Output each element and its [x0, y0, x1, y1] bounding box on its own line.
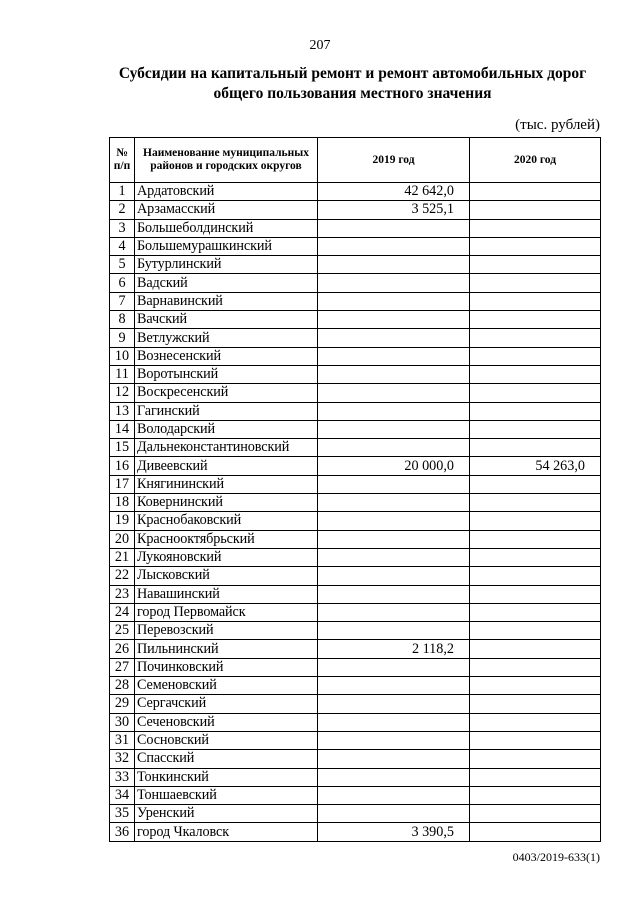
table-row	[110, 658, 601, 676]
row-value-2020	[470, 640, 601, 658]
table-row	[110, 603, 601, 621]
row-number: 2	[110, 201, 135, 219]
row-name: Вадский	[135, 274, 318, 292]
row-name: Сосновский	[135, 731, 318, 749]
row-value-2020	[470, 750, 601, 768]
row-value-2019	[318, 219, 470, 237]
row-value-2019	[318, 695, 470, 713]
row-value-2019	[318, 274, 470, 292]
row-name: Варнавинский	[135, 292, 318, 310]
row-value-2019	[318, 311, 470, 329]
row-name: Ардатовский	[135, 183, 318, 201]
title-line-1: Субсидии на капитальный ремонт и ремонт автомобильных дорог	[118, 65, 587, 82]
table-row	[110, 512, 601, 530]
row-number: 20	[110, 530, 135, 548]
row-value-2019	[318, 603, 470, 621]
document-code: 0403/2019-633(1)	[512, 850, 600, 864]
table-row	[110, 292, 601, 310]
row-name: Лысковский	[135, 567, 318, 585]
row-number: 11	[110, 365, 135, 383]
header-number: № п/п	[110, 138, 135, 183]
table-row	[110, 585, 601, 603]
row-number: 8	[110, 311, 135, 329]
row-name: Дальнеконстантиновский	[135, 439, 318, 457]
row-number: 34	[110, 786, 135, 804]
row-name: Княгининский	[135, 475, 318, 493]
row-value-2020	[470, 695, 601, 713]
row-value-2019: 3 525,1	[318, 201, 470, 219]
table-header-row	[110, 138, 601, 183]
row-name: Вознесенский	[135, 347, 318, 365]
row-name: Воротынский	[135, 365, 318, 383]
header-name: Наименование муниципальных районов и городских округов	[135, 138, 318, 183]
row-number: 13	[110, 402, 135, 420]
table-row	[110, 237, 601, 255]
subsidies-table	[109, 137, 601, 842]
row-name: Краснооктябрьский	[135, 530, 318, 548]
row-value-2020	[470, 622, 601, 640]
row-value-2020	[470, 658, 601, 676]
row-value-2019	[318, 805, 470, 823]
table-row	[110, 274, 601, 292]
row-number: 27	[110, 658, 135, 676]
row-value-2020	[470, 768, 601, 786]
row-number: 4	[110, 237, 135, 255]
row-value-2020	[470, 603, 601, 621]
table-row	[110, 384, 601, 402]
header-2019: 2019 год	[318, 138, 470, 183]
row-value-2019	[318, 530, 470, 548]
row-number: 23	[110, 585, 135, 603]
row-value-2020	[470, 201, 601, 219]
row-value-2020: 54 263,0	[470, 457, 601, 475]
table-row	[110, 677, 601, 695]
row-name: Перевозский	[135, 622, 318, 640]
table-row	[110, 640, 601, 658]
row-number: 32	[110, 750, 135, 768]
row-value-2020	[470, 713, 601, 731]
row-value-2019	[318, 365, 470, 383]
row-value-2019	[318, 567, 470, 585]
table-row	[110, 530, 601, 548]
row-number: 35	[110, 805, 135, 823]
row-number: 25	[110, 622, 135, 640]
table-row	[110, 494, 601, 512]
row-value-2019	[318, 384, 470, 402]
row-value-2019	[318, 439, 470, 457]
row-value-2020	[470, 475, 601, 493]
row-value-2020	[470, 311, 601, 329]
table-row	[110, 750, 601, 768]
row-number: 30	[110, 713, 135, 731]
row-value-2020	[470, 567, 601, 585]
row-name: Володарский	[135, 420, 318, 438]
row-value-2020	[470, 274, 601, 292]
row-value-2020	[470, 329, 601, 347]
row-value-2020	[470, 183, 601, 201]
row-value-2020	[470, 292, 601, 310]
row-value-2020	[470, 256, 601, 274]
row-value-2020	[470, 731, 601, 749]
row-value-2019: 20 000,0	[318, 457, 470, 475]
table-row	[110, 622, 601, 640]
table-row	[110, 347, 601, 365]
row-value-2020	[470, 494, 601, 512]
row-value-2019	[318, 292, 470, 310]
row-name: город Чкаловск	[135, 823, 318, 841]
table-row	[110, 311, 601, 329]
row-value-2020	[470, 548, 601, 566]
row-value-2020	[470, 347, 601, 365]
row-value-2020	[470, 365, 601, 383]
row-number: 9	[110, 329, 135, 347]
row-name: Уренский	[135, 805, 318, 823]
table-row	[110, 786, 601, 804]
row-name: Вачский	[135, 311, 318, 329]
row-number: 5	[110, 256, 135, 274]
table-row	[110, 439, 601, 457]
table-row	[110, 548, 601, 566]
table-row	[110, 713, 601, 731]
table-row	[110, 329, 601, 347]
row-number: 17	[110, 475, 135, 493]
document-title	[60, 64, 640, 104]
row-value-2020	[470, 677, 601, 695]
row-number: 26	[110, 640, 135, 658]
row-number: 14	[110, 420, 135, 438]
row-number: 10	[110, 347, 135, 365]
units-label: (тыс. рублей)	[515, 117, 600, 133]
row-value-2019	[318, 512, 470, 530]
table-row	[110, 695, 601, 713]
row-number: 24	[110, 603, 135, 621]
row-name: город Первомайск	[135, 603, 318, 621]
row-name: Семеновский	[135, 677, 318, 695]
row-value-2019	[318, 786, 470, 804]
row-value-2019: 42 642,0	[318, 183, 470, 201]
row-number: 21	[110, 548, 135, 566]
row-name: Гагинский	[135, 402, 318, 420]
row-value-2019	[318, 622, 470, 640]
table-row	[110, 731, 601, 749]
row-number: 22	[110, 567, 135, 585]
table-row	[110, 365, 601, 383]
row-number: 19	[110, 512, 135, 530]
row-value-2019	[318, 768, 470, 786]
title-line-2: общего пользования местного значения	[213, 85, 492, 102]
row-value-2019	[318, 658, 470, 676]
table-body	[110, 183, 601, 842]
row-value-2019	[318, 347, 470, 365]
row-name: Бутурлинский	[135, 256, 318, 274]
row-name: Краснобаковский	[135, 512, 318, 530]
row-value-2019	[318, 548, 470, 566]
table-row	[110, 219, 601, 237]
row-name: Арзамасский	[135, 201, 318, 219]
table-row	[110, 805, 601, 823]
row-value-2020	[470, 805, 601, 823]
table-row	[110, 567, 601, 585]
row-name: Навашинский	[135, 585, 318, 603]
table-row	[110, 457, 601, 475]
row-value-2019: 2 118,2	[318, 640, 470, 658]
row-value-2020	[470, 384, 601, 402]
table-row	[110, 183, 601, 201]
table-row	[110, 201, 601, 219]
page-number: 207	[309, 38, 331, 53]
row-value-2019	[318, 750, 470, 768]
row-value-2019	[318, 237, 470, 255]
row-value-2020	[470, 237, 601, 255]
row-number: 31	[110, 731, 135, 749]
row-number: 33	[110, 768, 135, 786]
row-value-2019	[318, 713, 470, 731]
row-name: Ковернинский	[135, 494, 318, 512]
row-value-2019	[318, 585, 470, 603]
row-value-2020	[470, 530, 601, 548]
row-name: Тонкинский	[135, 768, 318, 786]
row-name: Починковский	[135, 658, 318, 676]
row-name: Большемурашкинский	[135, 237, 318, 255]
row-value-2019	[318, 475, 470, 493]
row-number: 12	[110, 384, 135, 402]
row-name: Воскресенский	[135, 384, 318, 402]
row-value-2020	[470, 512, 601, 530]
row-name: Спасский	[135, 750, 318, 768]
row-name: Пильнинский	[135, 640, 318, 658]
row-value-2019	[318, 677, 470, 695]
row-value-2020	[470, 402, 601, 420]
row-number: 28	[110, 677, 135, 695]
table-row	[110, 420, 601, 438]
row-value-2019	[318, 329, 470, 347]
header-2020: 2020 год	[470, 138, 601, 183]
table-row	[110, 256, 601, 274]
row-value-2019	[318, 420, 470, 438]
row-name: Сеченовский	[135, 713, 318, 731]
row-name: Сергачский	[135, 695, 318, 713]
table-row	[110, 823, 601, 841]
row-value-2020	[470, 219, 601, 237]
table-row	[110, 475, 601, 493]
row-value-2020	[470, 439, 601, 457]
row-number: 29	[110, 695, 135, 713]
row-value-2019: 3 390,5	[318, 823, 470, 841]
row-value-2020	[470, 786, 601, 804]
row-number: 18	[110, 494, 135, 512]
table-row	[110, 402, 601, 420]
row-number: 1	[110, 183, 135, 201]
row-name: Лукояновский	[135, 548, 318, 566]
row-number: 36	[110, 823, 135, 841]
row-value-2020	[470, 585, 601, 603]
row-number: 6	[110, 274, 135, 292]
row-number: 3	[110, 219, 135, 237]
row-value-2019	[318, 256, 470, 274]
row-number: 15	[110, 439, 135, 457]
row-name: Тоншаевский	[135, 786, 318, 804]
row-name: Ветлужский	[135, 329, 318, 347]
row-value-2019	[318, 494, 470, 512]
row-value-2019	[318, 731, 470, 749]
row-name: Дивеевский	[135, 457, 318, 475]
row-value-2019	[318, 402, 470, 420]
row-number: 16	[110, 457, 135, 475]
row-number: 7	[110, 292, 135, 310]
row-value-2020	[470, 420, 601, 438]
table-row	[110, 768, 601, 786]
row-name: Большеболдинский	[135, 219, 318, 237]
row-value-2020	[470, 823, 601, 841]
